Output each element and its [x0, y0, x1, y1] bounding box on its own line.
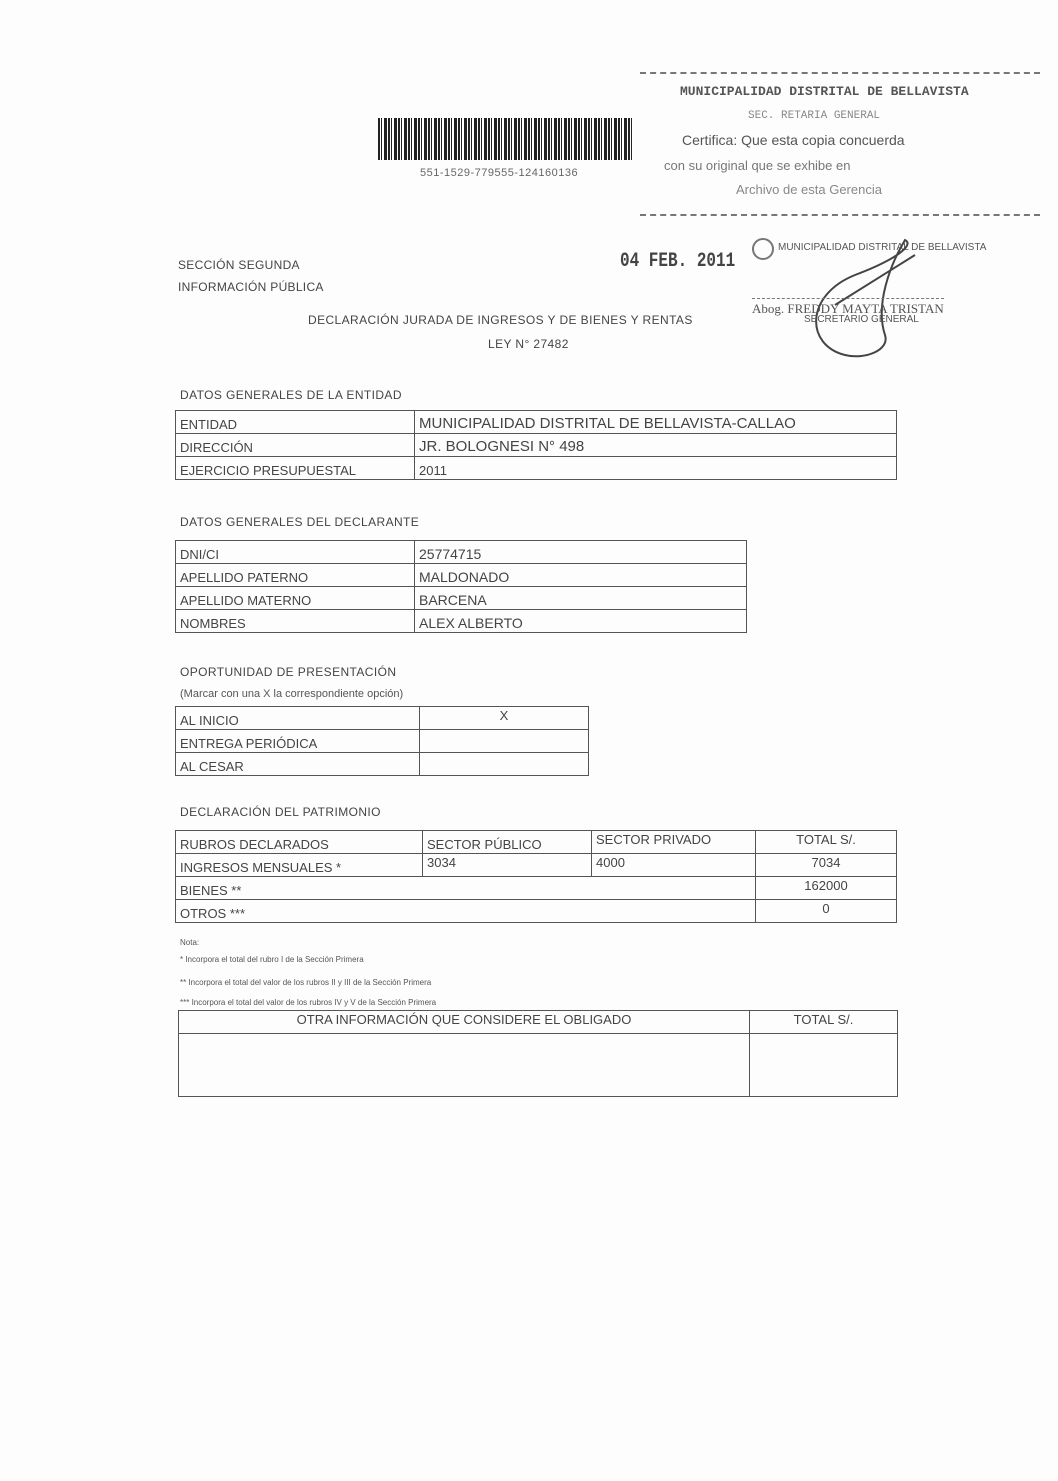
names-label: NOMBRES — [176, 610, 415, 633]
maternal-surname-label: APELLIDO MATERNO — [176, 587, 415, 610]
section-sublabel: INFORMACIÓN PÚBLICA — [178, 280, 324, 294]
timing-option-label: AL INICIO — [176, 707, 420, 730]
income-public: 3034 — [423, 854, 592, 877]
entity-heading: DATOS GENERALES DE LA ENTIDAD — [180, 388, 402, 402]
signer-title: SECRETARIO GENERAL — [804, 314, 919, 325]
column-header: SECTOR PÚBLICO — [423, 831, 592, 854]
timing-option-mark: X — [420, 707, 589, 730]
timing-instruction: (Marcar con una X la correspondiente opción) — [180, 688, 404, 700]
others-total: 0 — [756, 900, 897, 923]
table-row — [176, 564, 747, 587]
note-2: ** Incorpora el total del valor de los rubros II y III de la Sección Primera — [180, 978, 432, 987]
seal-icon — [752, 238, 774, 260]
stamp-header: MUNICIPALIDAD DISTRITAL DE BELLAVISTA — [680, 84, 969, 99]
dni-value: 25774715 — [415, 541, 747, 564]
table-row — [176, 434, 897, 457]
timing-option-label: ENTREGA PERIÓDICA — [176, 730, 420, 753]
note-1: * Incorpora el total del rubro I de la Sección Primera — [180, 955, 364, 964]
table-row — [176, 900, 897, 923]
maternal-surname-value: BARCENA — [415, 587, 747, 610]
stamp-line4: Archivo de esta Gerencia — [736, 182, 882, 197]
entity-label: ENTIDAD — [176, 411, 415, 434]
table-row — [176, 730, 589, 753]
income-label: INGRESOS MENSUALES * — [176, 854, 423, 877]
table-row — [176, 541, 747, 564]
entity-value: MUNICIPALIDAD DISTRITAL DE BELLAVISTA-CALLAO — [415, 411, 897, 434]
table-row — [176, 854, 897, 877]
timing-option-mark — [420, 753, 589, 776]
column-header: TOTAL S/. — [756, 831, 897, 854]
note-3: *** Incorpora el total del valor de los rubros IV y V de la Sección Primera — [180, 998, 437, 1007]
dni-label: DNI/CI — [176, 541, 415, 564]
stamp-line2: Certifica: Que esta copia concuerda — [682, 132, 905, 148]
section-label: SECCIÓN SEGUNDA — [178, 258, 300, 272]
other-info-value — [179, 1034, 750, 1097]
declarant-table — [175, 540, 747, 633]
timing-option-mark — [420, 730, 589, 753]
income-total: 7034 — [756, 854, 897, 877]
table-row — [176, 411, 897, 434]
assets-label: BIENES ** — [176, 877, 756, 900]
paternal-surname-value: MALDONADO — [415, 564, 747, 587]
assets-total: 162000 — [756, 877, 897, 900]
law-number: LEY N° 27482 — [488, 337, 569, 351]
other-info-total-header: TOTAL S/. — [750, 1011, 898, 1034]
table-row — [179, 1011, 898, 1034]
notes-title: Nota: — [180, 938, 200, 947]
seal-label: MUNICIPALIDAD DISTRITAL DE BELLAVISTA — [778, 242, 987, 253]
fiscal-year-label: EJERCICIO PRESUPUESTAL — [176, 457, 415, 480]
barcode — [378, 118, 633, 160]
table-row — [176, 877, 897, 900]
table-row — [179, 1034, 898, 1097]
document-title: DECLARACIÓN JURADA DE INGRESOS Y DE BIENES Y RENTAS — [308, 313, 693, 327]
date-stamp: 04 FEB. 2011 — [620, 250, 736, 273]
other-info-total — [750, 1034, 898, 1097]
others-label: OTROS *** — [176, 900, 756, 923]
declarant-heading: DATOS GENERALES DEL DECLARANTE — [180, 515, 420, 529]
table-row — [176, 707, 589, 730]
table-row — [176, 831, 897, 854]
table-row — [176, 457, 897, 480]
timing-option-label: AL CESAR — [176, 753, 420, 776]
assets-heading: DECLARACIÓN DEL PATRIMONIO — [180, 805, 381, 819]
stamp-line3: con su original que se exhibe en — [664, 158, 851, 173]
timing-heading: OPORTUNIDAD DE PRESENTACIÓN — [180, 665, 397, 679]
income-private: 4000 — [592, 854, 756, 877]
other-info-header: OTRA INFORMACIÓN QUE CONSIDERE EL OBLIGADO — [179, 1011, 750, 1034]
stamp-line1: SEC. RETARIA GENERAL — [748, 110, 881, 122]
table-row — [176, 753, 589, 776]
assets-table — [175, 830, 897, 923]
column-header: RUBROS DECLARADOS — [176, 831, 423, 854]
address-label: DIRECCIÓN — [176, 434, 415, 457]
entity-table — [175, 410, 897, 480]
timing-table — [175, 706, 589, 776]
fiscal-year-value: 2011 — [415, 457, 897, 480]
column-header: SECTOR PRIVADO — [592, 831, 756, 854]
table-row — [176, 587, 747, 610]
table-row — [176, 610, 747, 633]
barcode-number: 551-1529-779555-124160136 — [420, 167, 579, 179]
address-value: JR. BOLOGNESI N° 498 — [415, 434, 897, 457]
paternal-surname-label: APELLIDO PATERNO — [176, 564, 415, 587]
signer-name: Abog. FREDDY MAYTA TRISTAN — [752, 298, 944, 317]
names-value: ALEX ALBERTO — [415, 610, 747, 633]
other-info-table — [178, 1010, 898, 1097]
